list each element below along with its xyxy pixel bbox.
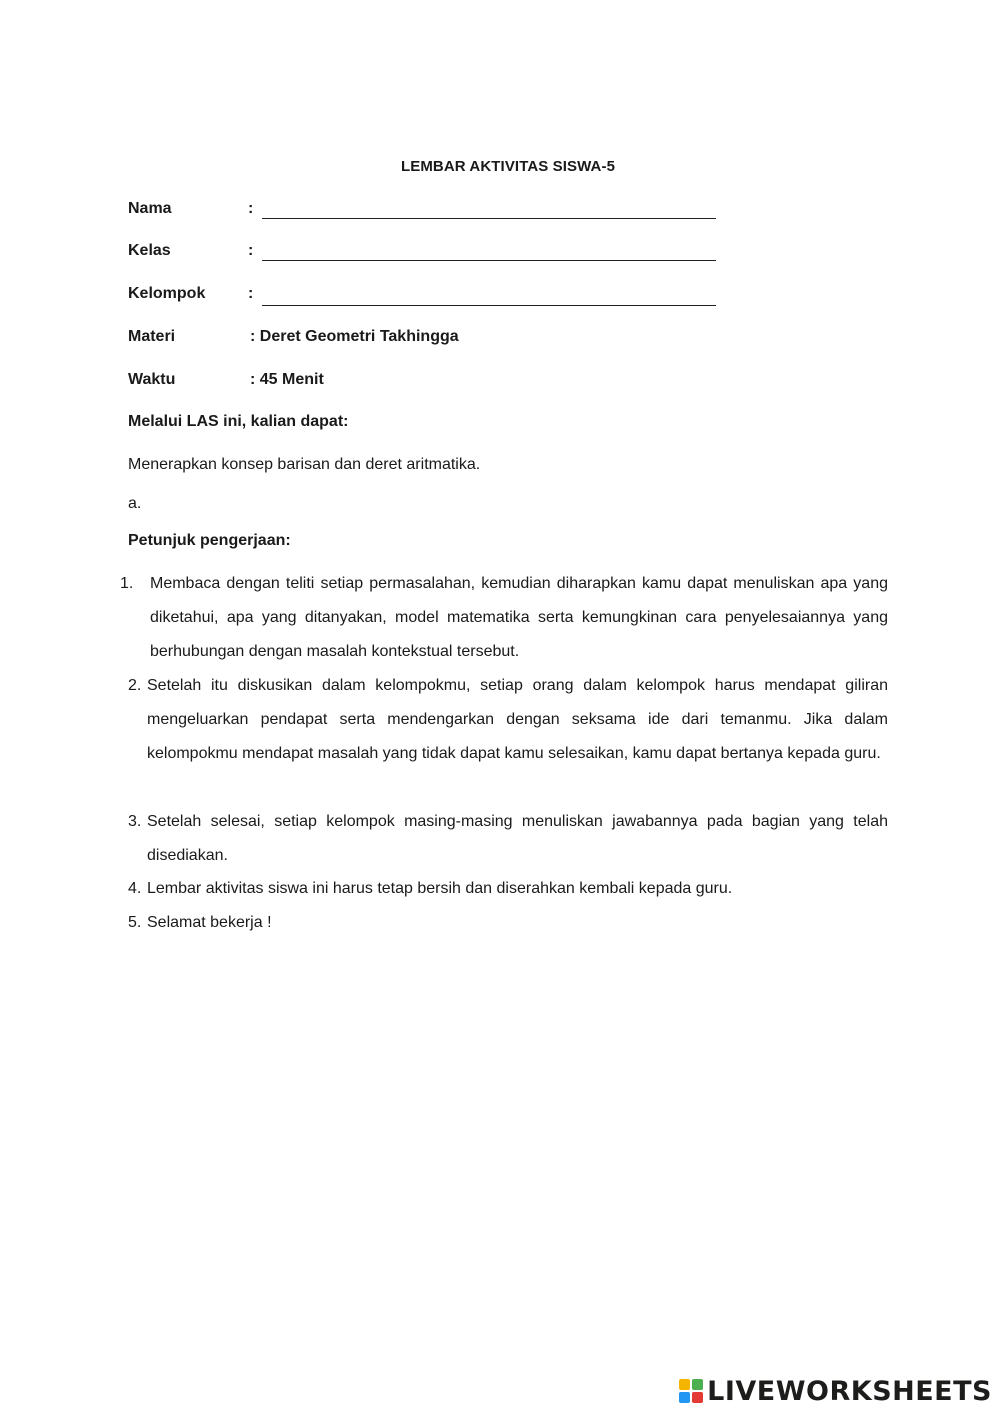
field-nama xyxy=(128,200,728,224)
nama-answer-line[interactable] xyxy=(262,218,716,219)
instruction-text: Selamat bekerja ! xyxy=(147,914,272,931)
instruction-text: Membaca dengan teliti setiap permasalahan, kemudian diharapkan kamu dapat menuliskan apa yang diketahui, apa yang ditanyakan, model matematika serta kemungkinan cara penyelesaiannya yang berhubungan dengan masalah kontekstual tersebut. xyxy=(150,575,888,660)
page-title: LEMBAR AKTIVITAS SISWA-5 xyxy=(400,158,616,175)
instruction-item xyxy=(128,669,888,771)
field-materi xyxy=(128,328,728,352)
field-label-nama: Nama xyxy=(128,200,172,217)
field-value-materi: : Deret Geometri Takhingga xyxy=(250,328,459,345)
objective-heading: Melalui LAS ini, kalian dapat: xyxy=(128,413,349,430)
instruction-number: 1. xyxy=(120,575,134,592)
instruction-text: Setelah itu diskusikan dalam kelompokmu, setiap orang dalam kelompok harus mendapat giliran mengeluarkan pendapat serta mendengarkan dengan seksama ide dari temanmu. Jika dalam kelompokmu mendapat masalah yang tidak dapat kamu selesaikan, kamu dapat bertanya kepada guru. xyxy=(147,677,888,762)
instruction-text: Lembar aktivitas siswa ini harus tetap bersih dan diserahkan kembali kepada guru. xyxy=(147,880,733,897)
field-waktu xyxy=(128,371,728,395)
instruction-text: Setelah selesai, setiap kelompok masing-masing menuliskan jawabannya pada bagian yang telah disediakan. xyxy=(147,813,888,864)
field-kelompok xyxy=(128,285,728,309)
instruction-number: 2. xyxy=(128,677,142,694)
instruction-item xyxy=(128,872,888,906)
field-label-kelompok: Kelompok xyxy=(128,285,206,302)
logo-icon xyxy=(679,1379,703,1403)
objective-text: Menerapkan konsep barisan dan deret aritmatika. xyxy=(128,456,481,473)
field-label-kelas: Kelas xyxy=(128,242,171,259)
field-colon: : xyxy=(248,242,254,259)
field-label-waktu: Waktu xyxy=(128,371,176,388)
field-colon: : xyxy=(248,200,254,217)
instruction-item xyxy=(128,906,888,940)
instruction-item xyxy=(120,567,888,669)
liveworksheets-logo[interactable] xyxy=(679,1377,992,1405)
field-value-waktu: : 45 Menit xyxy=(250,371,324,388)
field-label-materi: Materi xyxy=(128,328,176,345)
instructions-heading: Petunjuk pengerjaan: xyxy=(128,532,291,549)
objective-item: a. xyxy=(128,495,142,512)
kelompok-answer-line[interactable] xyxy=(262,305,716,306)
field-kelas xyxy=(128,242,728,266)
kelas-answer-line[interactable] xyxy=(262,260,716,261)
logo-text: LIVEWORKSHEETS xyxy=(707,1375,992,1407)
instruction-number: 5. xyxy=(128,914,142,931)
instruction-item xyxy=(128,805,888,873)
instruction-number: 4. xyxy=(128,880,142,897)
instruction-number: 3. xyxy=(128,813,142,830)
field-colon: : xyxy=(248,285,254,302)
